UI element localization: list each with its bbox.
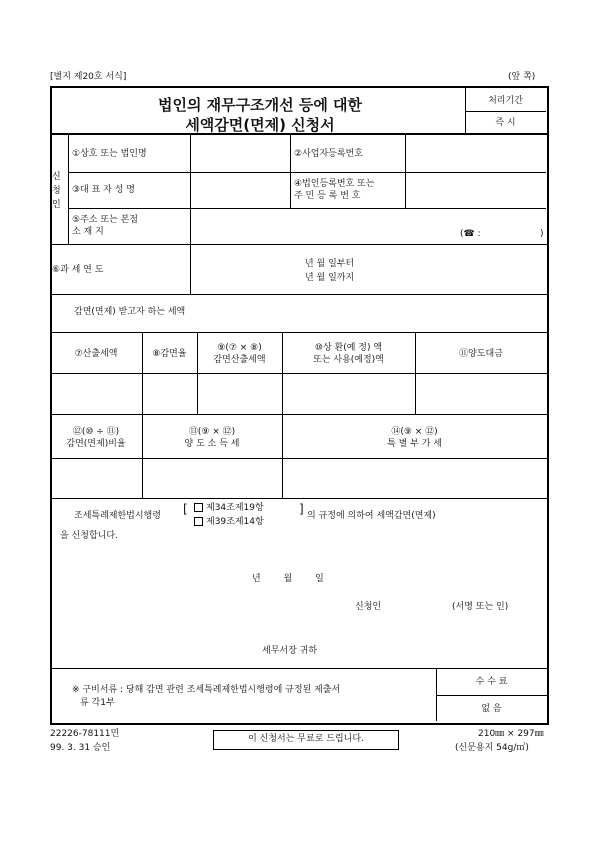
divider	[50, 498, 547, 499]
col-8-header: ⑧감면율	[152, 349, 187, 359]
col-9-header-line1: ⑨(⑦ × ⑧)	[217, 343, 262, 353]
divider	[50, 668, 547, 669]
divider	[190, 134, 191, 208]
applicant-signature-label: 신청인	[355, 602, 382, 612]
option-39-14-label: 제39조제14항	[206, 517, 264, 527]
divider	[68, 134, 69, 244]
col-12-header-line2: 감면(면제)비율	[66, 439, 126, 449]
divider	[405, 134, 406, 208]
address-label-line1: ⑤주소 또는 본점	[72, 215, 138, 225]
divider	[50, 373, 547, 374]
divider	[50, 414, 547, 415]
option-39-14[interactable]	[194, 517, 264, 528]
divider	[50, 458, 547, 459]
col-14-header-line2: 특 별 부 가 세	[387, 439, 442, 449]
fee-value: 없 음	[481, 704, 502, 714]
applicant-section-label: 신청인	[52, 172, 61, 210]
col-10-header-line2: 또는 사용(예정)액	[313, 355, 384, 365]
divider	[190, 244, 191, 294]
divider	[465, 111, 546, 112]
col-9-header-line2: 감면산출세액	[213, 355, 266, 365]
divider	[50, 294, 547, 295]
processing-label: 처리기간	[488, 96, 523, 106]
statement-line2: 을 신청합니다.	[60, 531, 118, 541]
fee-label: 수 수 료	[475, 677, 508, 687]
representative-label: ③대 표 자 성 명	[72, 185, 135, 195]
divider	[50, 244, 547, 245]
phone-close: )	[540, 229, 544, 239]
form-number: [별지 제20호 서식]	[50, 72, 127, 82]
form-title-line2: 세액감면(면제) 신청서	[185, 116, 335, 134]
required-docs-line2: 류 각1부	[80, 698, 115, 708]
paper-type: (신문용지 54g/㎡)	[455, 743, 529, 753]
paper-size: 210㎜ × 297㎜	[478, 729, 544, 739]
recipient: 세무서장 귀하	[262, 646, 318, 656]
divider	[50, 133, 547, 135]
divider	[50, 332, 547, 333]
page-side: (앞 쪽)	[508, 72, 536, 82]
required-docs-line1: ※ 구비서류 : 당해 감면 관련 조세특례제한법시행령에 규정된 제출서	[72, 685, 341, 695]
business-reg-no-label: ②사업자등록번호	[294, 149, 363, 159]
divider	[190, 208, 191, 244]
tax-year-from: 년 월 일부터	[305, 259, 355, 269]
statement-law: 조세특례제한법시행령	[74, 511, 161, 521]
statement-suffix: 의 규정에 의하여 세액감면(면제)	[307, 511, 436, 521]
tax-year-label: ⑥과 세 연 도	[52, 265, 104, 275]
form-code: 22226-78111민	[50, 729, 120, 739]
col-7-header: ⑦산출세액	[74, 349, 118, 359]
divider	[290, 134, 291, 208]
approval-date: 99. 3. 31 승인	[50, 743, 111, 753]
application-date: 년 월 일	[252, 574, 324, 584]
company-name-label: ①상호 또는 법인명	[72, 149, 147, 159]
address-label-line2: 소 재 지	[72, 227, 104, 237]
bracket-close: ]	[299, 502, 304, 516]
divider	[68, 172, 546, 173]
phone-label: (☎ :	[460, 229, 481, 239]
col-11-header: ⑪양도대금	[459, 349, 503, 359]
reduction-section-label: 감면(면제) 받고자 하는 세액	[74, 307, 186, 317]
tax-year-to: 년 월 일까지	[305, 273, 355, 283]
option-34-19[interactable]	[194, 503, 264, 514]
col-13-header-line2: 양 도 소 득 세	[184, 439, 240, 449]
col-10-header-line1: ⑩상 환(예 정) 액	[314, 343, 383, 353]
divider	[436, 695, 547, 696]
option-34-19-label: 제34조제19항	[206, 503, 264, 513]
corp-reg-no-label: ④법인등록번호 또는	[294, 179, 375, 189]
checkbox[interactable]	[194, 503, 203, 512]
resident-no-label: 주 민 등 록 번 호	[294, 191, 361, 201]
form-title-line1: 법인의 재무구조개선 등에 대한	[157, 96, 363, 114]
col-14-header-line1: ⑭(⑨ × ⑫)	[391, 427, 438, 437]
checkbox[interactable]	[194, 517, 203, 526]
sign-or-seal: (서명 또는 인)	[452, 602, 509, 612]
free-notice: 이 신청서는 무료로 드립니다.	[248, 734, 364, 744]
col-12-header-line1: ⑫(⑩ ÷ ⑪)	[72, 427, 120, 437]
col-13-header-line1: ⑬(⑨ × ⑫)	[188, 427, 236, 437]
bracket-open: [	[183, 502, 188, 516]
divider	[68, 208, 546, 209]
processing-value: 즉 시	[495, 118, 516, 128]
